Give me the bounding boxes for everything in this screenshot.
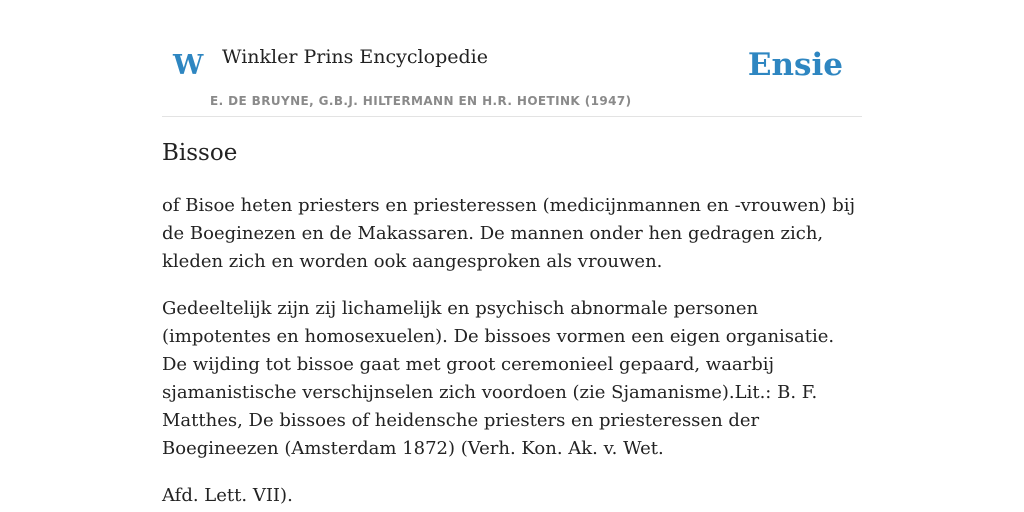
article-paragraph-3: Afd. Lett. VII).: [162, 485, 293, 506]
article-headword: Bissoe: [162, 140, 238, 166]
article-paragraph-2: Gedeeltelijk zijn zij lichamelijk en psychisch abnormale personen (impotentes en homosexuelen). De bissoes vormen een eigen organisatie. De wijding tot bissoe gaat met groot ceremonieel gepaard, waarbij sjamanistische verschijnselen zich voordoen (zie Sjamanisme).Lit.: B. F. Matthes, De bissoes of heidensche priesters en priesteressen der Boegineezen (Amsterdam 1872) (Verh. Kon. Ak. v. Wet.: [162, 298, 835, 459]
site-header: [162, 0, 862, 117]
encyclopedia-logo[interactable]: W: [173, 50, 204, 81]
article-body: [162, 192, 862, 512]
encyclopedia-authors: E. DE BRUYNE, G.B.J. HILTERMANN EN H.R. HOETINK (1947): [210, 94, 632, 108]
brand-logo[interactable]: Ensie: [747, 47, 843, 83]
encyclopedia-title[interactable]: Winkler Prins Encyclopedie: [222, 46, 488, 68]
article-paragraph-1: of Bisoe heten priesters en priesteressen (medicijnmannen en -vrouwen) bij de Boeginezen en de Makassaren. De mannen onder hen gedragen zich, kleden zich en worden ook aangesproken als vrouwen.: [162, 195, 856, 272]
